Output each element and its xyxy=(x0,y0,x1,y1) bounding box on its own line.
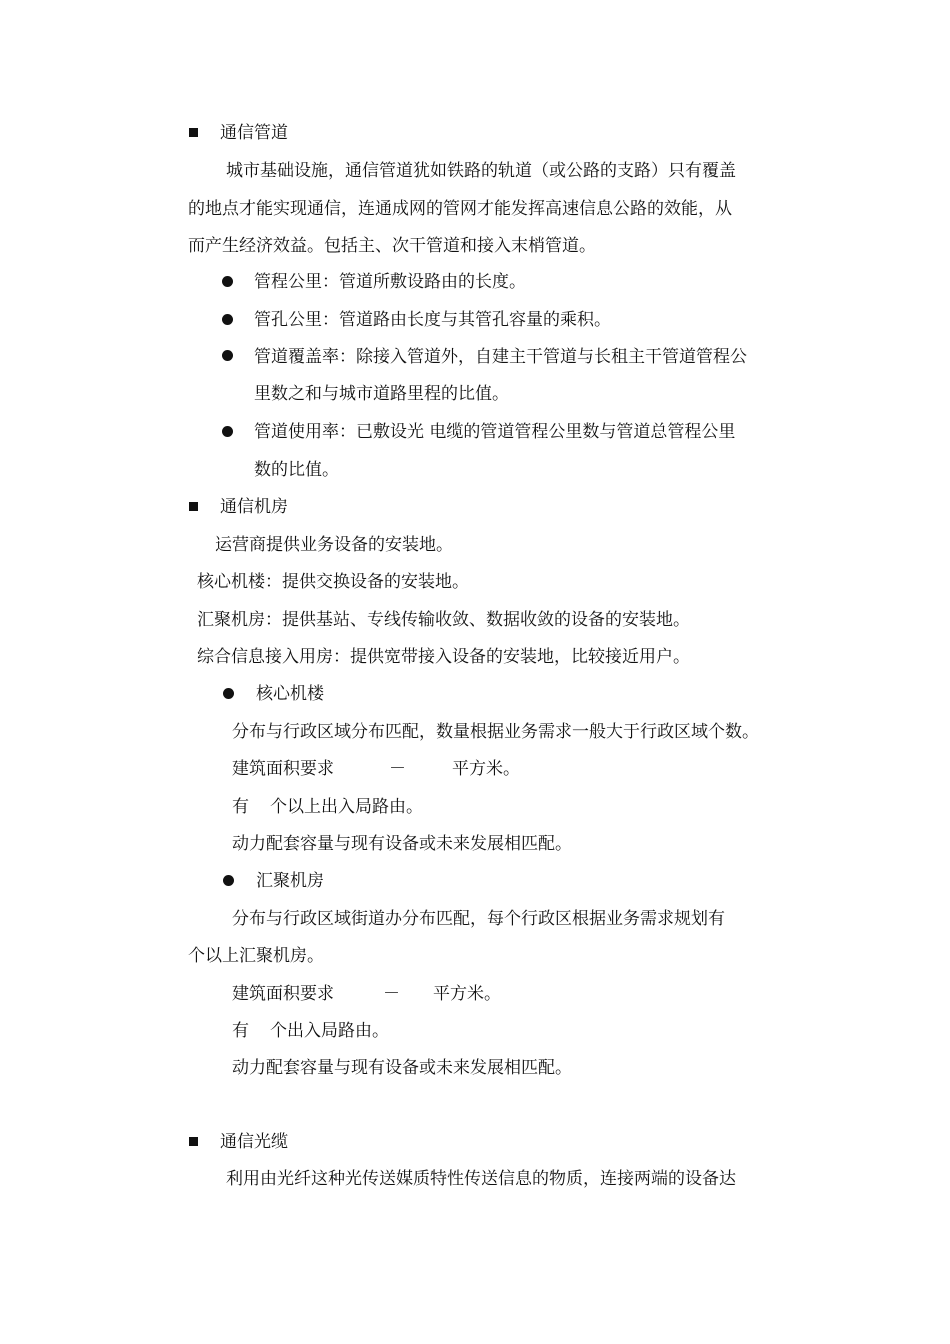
section-heading-pipe: 通信管道 xyxy=(220,123,288,143)
round-bullet-icon xyxy=(222,426,233,437)
round-bullet-icon xyxy=(222,314,233,325)
round-bullet-icon xyxy=(222,276,233,287)
definition-line: 汇聚机房：提供基站、专线传输收敛、数据收敛的设备的安装地。 xyxy=(197,610,690,630)
square-bullet-icon xyxy=(189,1137,198,1146)
paragraph-line: 而产生经济效益。包括主、次干管道和接入末梢管道。 xyxy=(188,236,596,256)
square-bullet-icon xyxy=(189,502,198,511)
paragraph-line: 个以上汇聚机房。 xyxy=(188,946,324,966)
paragraph-line: 个出入局路由。 xyxy=(270,1021,389,1041)
definition-line: 核心机楼：提供交换设备的安装地。 xyxy=(197,572,469,592)
round-bullet-icon xyxy=(222,350,233,361)
round-bullet-icon xyxy=(223,875,234,886)
paragraph-line: 的地点才能实现通信，连通成网的管网才能发挥高速信息公路的效能，从 xyxy=(188,199,732,219)
paragraph-line: 个以上出入局路由。 xyxy=(270,797,423,817)
paragraph-line: 分布与行政区域街道办分布匹配，每个行政区根据业务需求规划有 xyxy=(232,909,725,929)
list-item-continuation: 里数之和与城市道路里程的比值。 xyxy=(254,384,509,404)
paragraph-line: 分布与行政区域分布匹配，数量根据业务需求一般大于行政区域个数。 xyxy=(232,722,759,742)
paragraph-line: 平方米。 xyxy=(433,984,501,1004)
list-item: 管程公里：管道所敷设路由的长度。 xyxy=(254,272,526,292)
paragraph-line: 运营商提供业务设备的安装地。 xyxy=(215,535,453,555)
paragraph-line: 城市基础设施，通信管道犹如铁路的轨道（或公路的支路）只有覆盖 xyxy=(226,161,736,181)
paragraph-line: 利用由光纤这种光传送媒质特性传送信息的物质，连接两端的设备达 xyxy=(226,1169,736,1189)
list-item: 管道覆盖率：除接入管道外，自建主干管道与长租主干管道管程公 xyxy=(254,347,747,367)
list-item-continuation: 数的比值。 xyxy=(254,460,339,480)
subsection-title: 核心机楼 xyxy=(256,684,324,704)
square-bullet-icon xyxy=(189,128,198,137)
paragraph-line: 动力配套容量与现有设备或未来发展相匹配。 xyxy=(232,834,572,854)
round-bullet-icon xyxy=(223,688,234,699)
paragraph-line: 有 xyxy=(232,797,249,817)
paragraph-line: 建筑面积要求 xyxy=(232,984,334,1004)
paragraph-line: 动力配套容量与现有设备或未来发展相匹配。 xyxy=(232,1058,572,1078)
range-dash: － xyxy=(389,759,406,779)
paragraph-line: 有 xyxy=(232,1021,249,1041)
section-heading-room: 通信机房 xyxy=(220,497,288,517)
section-heading-cable: 通信光缆 xyxy=(220,1132,288,1152)
list-item: 管道使用率：已敷设光 电缆的管道管程公里数与管道总管程公里 xyxy=(254,422,736,442)
list-item: 管孔公里：管道路由长度与其管孔容量的乘积。 xyxy=(254,310,611,330)
range-dash: － xyxy=(383,984,400,1004)
paragraph-line: 建筑面积要求 xyxy=(232,759,334,779)
subsection-title: 汇聚机房 xyxy=(256,871,324,891)
paragraph-line: 平方米。 xyxy=(452,759,520,779)
definition-line: 综合信息接入用房：提供宽带接入设备的安装地，比较接近用户。 xyxy=(197,647,690,667)
